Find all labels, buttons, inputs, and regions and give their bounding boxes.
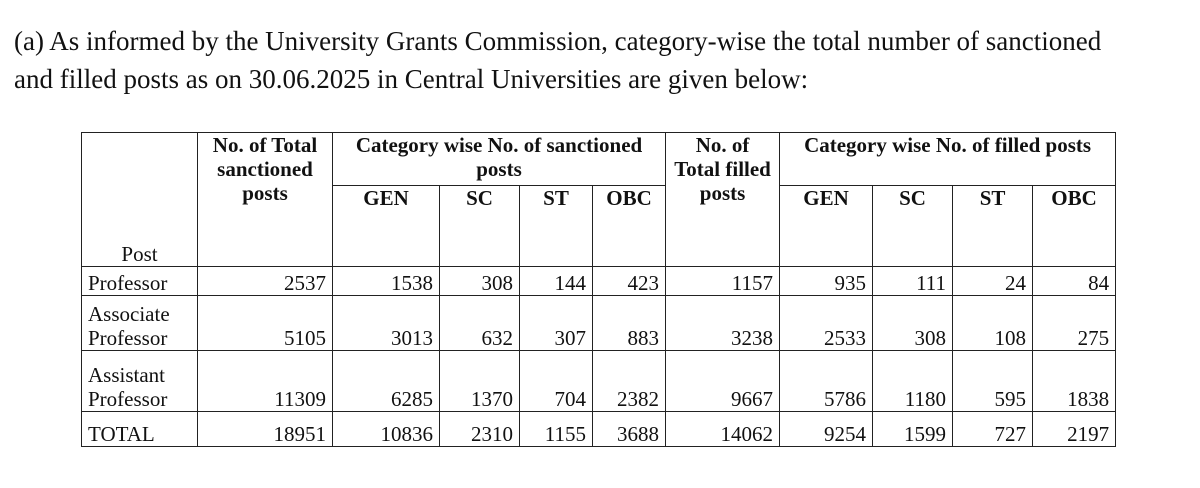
total-sanctioned-cell: 5105 <box>198 296 333 351</box>
filled-obc-cell: 1838 <box>1033 351 1116 412</box>
header-sanctioned-sc: SC <box>440 186 520 267</box>
total-sanctioned-cell: 2537 <box>198 267 333 296</box>
post-label <box>82 267 198 296</box>
header-filled-gen: GEN <box>780 186 873 267</box>
filled-sc-cell: 1180 <box>873 351 953 412</box>
filled-sc-cell: 111 <box>873 267 953 296</box>
post-label <box>82 351 198 412</box>
sanctioned-obc-cell: 883 <box>593 296 666 351</box>
filled-sc-cell: 308 <box>873 296 953 351</box>
header-post: Post <box>82 133 198 267</box>
sanctioned-gen-cell: 10836 <box>333 412 440 447</box>
intro-paragraph <box>14 22 1194 98</box>
header-filled-st: ST <box>953 186 1033 267</box>
sanctioned-sc-cell: 308 <box>440 267 520 296</box>
posts-table <box>81 132 1116 447</box>
total-sanctioned-cell: 11309 <box>198 351 333 412</box>
post-label-line: Professor <box>88 271 168 295</box>
post-label <box>82 412 198 447</box>
sanctioned-gen-cell: 1538 <box>333 267 440 296</box>
sanctioned-obc-cell: 2382 <box>593 351 666 412</box>
sanctioned-sc-cell: 1370 <box>440 351 520 412</box>
table-row <box>82 351 1116 412</box>
post-label-line: Professor <box>88 326 168 350</box>
header-row-1 <box>82 133 1116 186</box>
filled-obc-cell: 84 <box>1033 267 1116 296</box>
header-sanctioned-gen: GEN <box>333 186 440 267</box>
filled-gen-cell: 935 <box>780 267 873 296</box>
post-label-line: Assistant <box>88 363 166 387</box>
sanctioned-sc-cell: 632 <box>440 296 520 351</box>
filled-gen-cell: 2533 <box>780 296 873 351</box>
sanctioned-obc-cell: 423 <box>593 267 666 296</box>
filled-st-cell: 24 <box>953 267 1033 296</box>
header-filled-obc: OBC <box>1033 186 1116 267</box>
total-filled-cell: 14062 <box>666 412 780 447</box>
header-sanctioned-st: ST <box>520 186 593 267</box>
intro-line-2: and filled posts as on 30.06.2025 in Central Universities are given below: <box>14 64 809 94</box>
filled-gen-cell: 5786 <box>780 351 873 412</box>
post-label-line: TOTAL <box>88 422 155 446</box>
header-sanctioned-obc: OBC <box>593 186 666 267</box>
sanctioned-st-cell: 1155 <box>520 412 593 447</box>
sanctioned-obc-cell: 3688 <box>593 412 666 447</box>
filled-st-cell: 108 <box>953 296 1033 351</box>
post-label-line: Associate <box>88 302 170 326</box>
header-category-sanctioned: Category wise No. of sanctioned posts <box>333 133 666 186</box>
header-total-sanctioned: No. of Total sanctioned posts <box>198 133 333 267</box>
filled-gen-cell: 9254 <box>780 412 873 447</box>
total-filled-cell: 1157 <box>666 267 780 296</box>
total-filled-cell: 3238 <box>666 296 780 351</box>
sanctioned-gen-cell: 3013 <box>333 296 440 351</box>
filled-sc-cell: 1599 <box>873 412 953 447</box>
sanctioned-st-cell: 704 <box>520 351 593 412</box>
header-total-filled: No. of Total filled posts <box>666 133 780 267</box>
header-filled-sc: SC <box>873 186 953 267</box>
table-row <box>82 296 1116 351</box>
table-row <box>82 267 1116 296</box>
table-row-total <box>82 412 1116 447</box>
sanctioned-st-cell: 307 <box>520 296 593 351</box>
filled-obc-cell: 2197 <box>1033 412 1116 447</box>
post-label-line: Professor <box>88 387 168 411</box>
post-label <box>82 296 198 351</box>
filled-st-cell: 595 <box>953 351 1033 412</box>
sanctioned-st-cell: 144 <box>520 267 593 296</box>
filled-st-cell: 727 <box>953 412 1033 447</box>
total-sanctioned-cell: 18951 <box>198 412 333 447</box>
total-filled-cell: 9667 <box>666 351 780 412</box>
filled-obc-cell: 275 <box>1033 296 1116 351</box>
sanctioned-sc-cell: 2310 <box>440 412 520 447</box>
sanctioned-gen-cell: 6285 <box>333 351 440 412</box>
intro-line-1: (a) As informed by the University Grants Commission, category-wise the total number of sanctioned <box>14 26 1102 56</box>
header-category-filled: Category wise No. of filled posts <box>780 133 1116 186</box>
